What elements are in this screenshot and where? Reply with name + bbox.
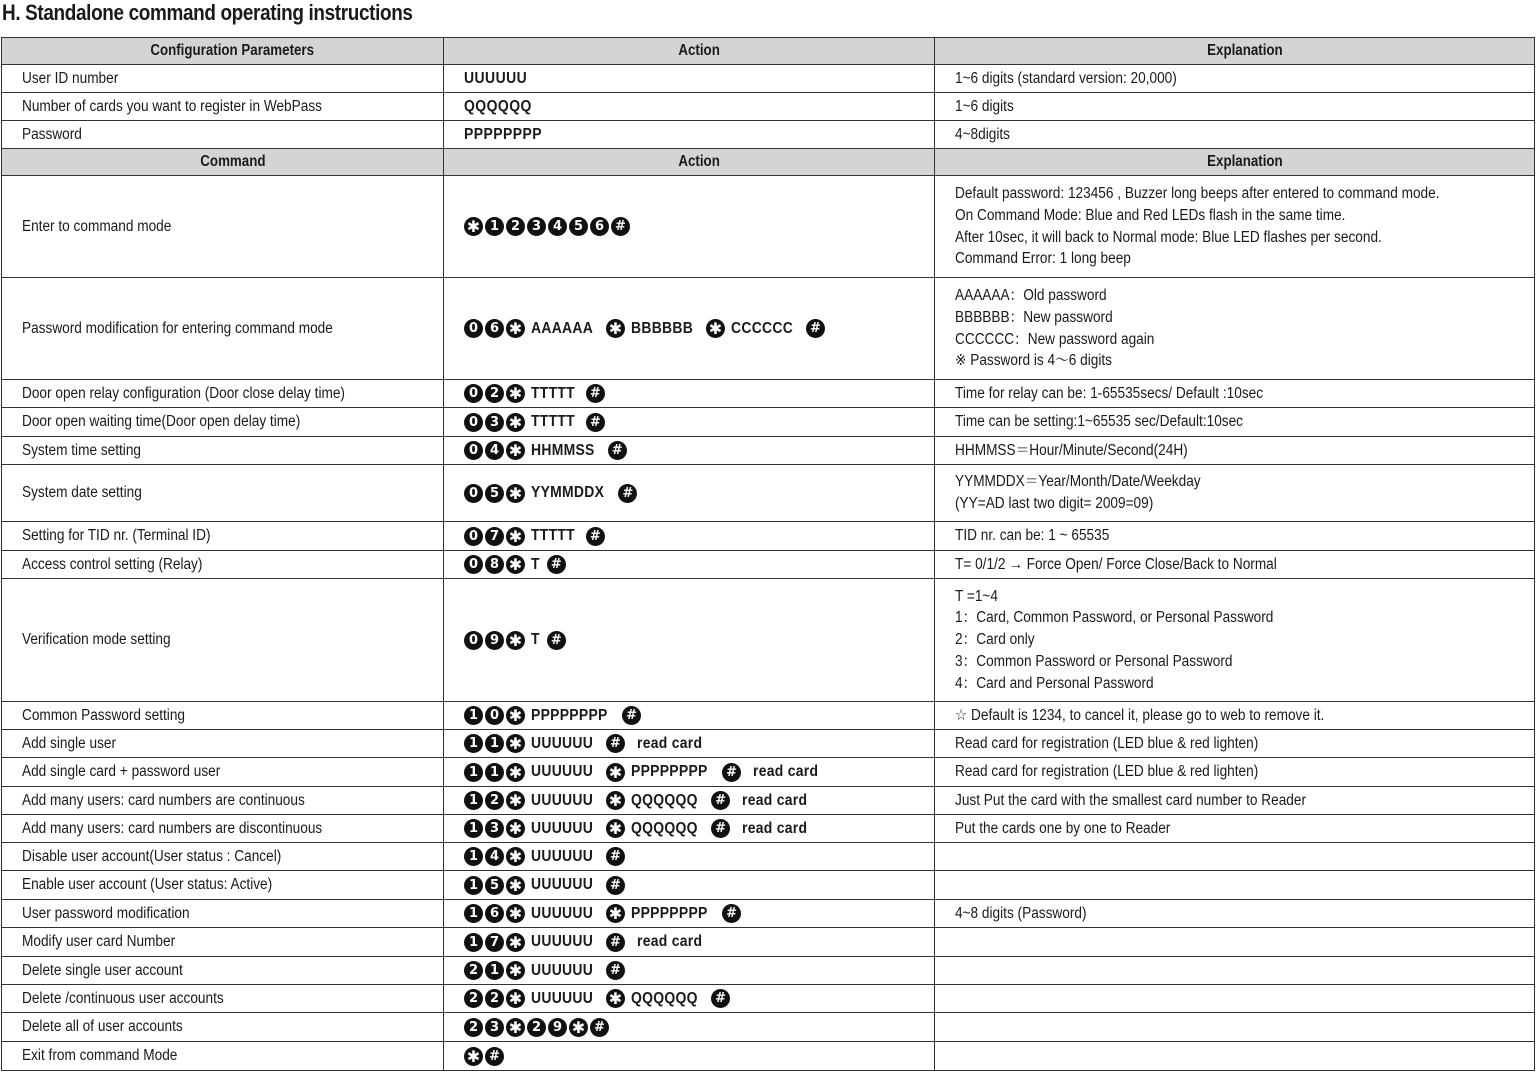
command-name: Add single card + password user — [2, 758, 444, 787]
hash-key-icon: # — [586, 527, 605, 546]
command-explanation — [935, 843, 1535, 871]
command-explanation — [935, 928, 1535, 957]
command-explanation — [935, 465, 1535, 522]
parameter-placeholder: TTTTT — [531, 384, 575, 402]
digit-one-key-icon: 1 — [485, 217, 504, 236]
command-row — [2, 522, 1535, 551]
digit-five-key-icon: 5 — [485, 876, 504, 895]
star-key-icon: ✱ — [606, 904, 625, 923]
star-key-icon: ✱ — [569, 1018, 588, 1037]
command-row — [2, 730, 1535, 758]
digit-three-key-icon: 3 — [485, 413, 504, 432]
digit-two-key-icon: 2 — [527, 1018, 546, 1037]
parameter-placeholder: T — [531, 555, 540, 573]
digit-three-key-icon: 3 — [485, 1018, 504, 1037]
page-title: H. Standalone command operating instructions — [2, 0, 413, 25]
command-explanation — [935, 1013, 1535, 1042]
hash-key-icon: # — [586, 384, 605, 403]
hash-key-icon: # — [485, 1047, 504, 1066]
command-key-sequence — [444, 380, 935, 408]
command-row — [2, 871, 1535, 900]
command-explanation — [935, 758, 1535, 787]
command-explanation — [935, 551, 1535, 579]
digit-zero-key-icon: 0 — [464, 319, 483, 338]
parameter-placeholder: UUUUUU — [531, 876, 594, 894]
command-name: Add many users: card numbers are discontinuous — [2, 815, 444, 843]
command-key-sequence — [444, 985, 935, 1013]
read-card-step: read card — [753, 763, 819, 781]
digit-two-key-icon: 2 — [485, 384, 504, 403]
command-key-sequence — [444, 928, 935, 957]
command-key-sequence — [444, 408, 935, 437]
star-key-icon: ✱ — [506, 989, 525, 1008]
hash-key-icon: # — [606, 961, 625, 980]
command-explanation — [935, 176, 1535, 278]
command-body — [2, 149, 1535, 1071]
parameter-placeholder: PPPPPPPP — [630, 763, 708, 781]
parameter-placeholder: UUUUUU — [531, 791, 594, 809]
parameter-placeholder: UUUUUU — [531, 904, 594, 922]
explanation-line: Read card for registration (LED blue & red lighten) — [955, 763, 1259, 781]
hash-key-icon: # — [618, 484, 637, 503]
star-key-icon: ✱ — [606, 989, 625, 1008]
digit-zero-key-icon: 0 — [464, 413, 483, 432]
command-name: System date setting — [2, 465, 444, 522]
command-name: Enable user account (User status: Active) — [2, 871, 444, 900]
command-name: Delete /continuous user accounts — [2, 985, 444, 1013]
hash-key-icon: # — [622, 706, 641, 725]
command-row — [2, 437, 1535, 465]
explanation-line: Time can be setting:1~65535 sec/Default:10sec — [955, 413, 1244, 431]
command-row — [2, 176, 1535, 278]
digit-nine-key-icon: 9 — [548, 1018, 567, 1037]
config-header-row — [2, 38, 1535, 65]
config-row — [2, 65, 1535, 93]
command-row — [2, 787, 1535, 815]
command-key-sequence — [444, 787, 935, 815]
star-key-icon: ✱ — [506, 876, 525, 895]
explanation-line: On Command Mode: Blue and Red LEDs flash in the same time. — [955, 206, 1346, 224]
star-key-icon: ✱ — [506, 847, 525, 866]
digit-zero-key-icon: 0 — [464, 384, 483, 403]
explanation-line: 4：Card and Personal Password — [955, 674, 1154, 692]
parameter-placeholder: TTTTT — [531, 527, 575, 545]
star-key-icon: ✱ — [606, 763, 625, 782]
command-key-sequence — [444, 815, 935, 843]
instructions-table — [1, 37, 1535, 1071]
command-row — [2, 957, 1535, 985]
digit-one-key-icon: 1 — [464, 933, 483, 952]
command-key-sequence — [444, 465, 935, 522]
command-key-sequence — [444, 1042, 935, 1071]
digit-nine-key-icon: 9 — [485, 631, 504, 650]
explanation-line: AAAAAA：Old password — [955, 287, 1107, 305]
command-row — [2, 843, 1535, 871]
command-row — [2, 380, 1535, 408]
hash-key-icon: # — [590, 1018, 609, 1037]
command-row — [2, 1042, 1535, 1071]
star-key-icon: ✱ — [506, 413, 525, 432]
star-key-icon: ✱ — [606, 319, 625, 338]
command-key-sequence — [444, 176, 935, 278]
command-explanation — [935, 408, 1535, 437]
explanation-line: Put the cards one by one to Reader — [955, 819, 1171, 837]
explanation-line: ※ Password is 4～6 digits — [955, 352, 1112, 370]
parameter-placeholder: CCCCCC — [730, 319, 794, 337]
explanation-line: CCCCCC：New password again — [955, 330, 1155, 348]
command-name: Setting for TID nr. (Terminal ID) — [2, 522, 444, 551]
command-key-sequence — [444, 1013, 935, 1042]
config-action: QQQQQQ — [444, 93, 935, 121]
digit-two-key-icon: 2 — [485, 989, 504, 1008]
star-key-icon: ✱ — [506, 791, 525, 810]
digit-one-key-icon: 1 — [464, 791, 483, 810]
config-action: UUUUUU — [444, 65, 935, 93]
explanation-line: 4~8 digits (Password) — [955, 904, 1087, 922]
hash-key-icon: # — [722, 763, 741, 782]
digit-zero-key-icon: 0 — [464, 631, 483, 650]
command-name: System time setting — [2, 437, 444, 465]
command-explanation — [935, 787, 1535, 815]
command-row — [2, 815, 1535, 843]
command-key-sequence — [444, 900, 935, 928]
parameter-placeholder: UUUUUU — [531, 933, 594, 951]
command-explanation — [935, 702, 1535, 730]
command-row — [2, 278, 1535, 380]
digit-zero-key-icon: 0 — [464, 484, 483, 503]
star-key-icon: ✱ — [506, 734, 525, 753]
digit-four-key-icon: 4 — [485, 847, 504, 866]
parameter-placeholder: HHMMSS — [531, 441, 595, 459]
digit-six-key-icon: 6 — [485, 904, 504, 923]
command-explanation — [935, 579, 1535, 702]
parameter-placeholder: AAAAAA — [531, 319, 594, 337]
config-explanation: 1~6 digits (standard version: 20,000) — [935, 65, 1535, 93]
command-header-row — [2, 149, 1535, 176]
explanation-line: BBBBBB：New password — [955, 308, 1113, 326]
command-key-sequence — [444, 437, 935, 465]
parameter-placeholder: T — [531, 631, 540, 649]
read-card-step: read card — [636, 734, 703, 752]
digit-zero-key-icon: 0 — [464, 527, 483, 546]
command-key-sequence — [444, 278, 935, 380]
command-row — [2, 758, 1535, 787]
star-key-icon: ✱ — [506, 484, 525, 503]
digit-two-key-icon: 2 — [464, 989, 483, 1008]
hash-key-icon: # — [606, 933, 625, 952]
config-row — [2, 121, 1535, 149]
command-explanation — [935, 985, 1535, 1013]
command-name: Exit from command Mode — [2, 1042, 444, 1071]
config-header-action: Action — [444, 38, 935, 65]
explanation-line: T= 0/1/2 → Force Open/ Force Close/Back to Normal — [955, 555, 1277, 573]
parameter-placeholder: UUUUUU — [531, 847, 594, 865]
explanation-line: YYMMDDX＝Year/Month/Date/Weekday — [955, 473, 1201, 491]
parameter-placeholder: QQQQQQ — [630, 819, 698, 837]
hash-key-icon: # — [606, 847, 625, 866]
parameter-placeholder: UUUUUU — [531, 819, 594, 837]
digit-one-key-icon: 1 — [485, 734, 504, 753]
digit-two-key-icon: 2 — [464, 961, 483, 980]
digit-six-key-icon: 6 — [485, 319, 504, 338]
explanation-line: TID nr. can be: 1 ~ 65535 — [955, 527, 1110, 545]
star-key-icon: ✱ — [506, 819, 525, 838]
explanation-line: Read card for registration (LED blue & red lighten) — [955, 734, 1259, 752]
command-name: Modify user card Number — [2, 928, 444, 957]
star-key-icon: ✱ — [706, 319, 725, 338]
explanation-line: After 10sec, it will back to Normal mode: Blue LED flashes per second. — [955, 228, 1382, 246]
parameter-placeholder: UUUUUU — [531, 961, 594, 979]
command-key-sequence — [444, 551, 935, 579]
digit-one-key-icon: 1 — [464, 763, 483, 782]
hash-key-icon: # — [547, 631, 566, 650]
command-explanation — [935, 871, 1535, 900]
digit-four-key-icon: 4 — [485, 441, 504, 460]
hash-key-icon: # — [711, 819, 730, 838]
star-key-icon: ✱ — [506, 706, 525, 725]
command-key-sequence — [444, 843, 935, 871]
star-key-icon: ✱ — [506, 961, 525, 980]
command-key-sequence — [444, 758, 935, 787]
digit-six-key-icon: 6 — [590, 217, 609, 236]
command-name: Enter to command mode — [2, 176, 444, 278]
digit-zero-key-icon: 0 — [464, 441, 483, 460]
star-key-icon: ✱ — [606, 819, 625, 838]
parameter-placeholder: PPPPPPPP — [630, 904, 708, 922]
star-key-icon: ✱ — [506, 763, 525, 782]
config-header-explanation: Explanation — [935, 38, 1535, 65]
command-explanation — [935, 278, 1535, 380]
explanation-line: 1：Card, Common Password, or Personal Password — [955, 609, 1274, 627]
command-name: Verification mode setting — [2, 579, 444, 702]
command-name: Delete all of user accounts — [2, 1013, 444, 1042]
parameter-placeholder: BBBBBB — [630, 319, 694, 337]
hash-key-icon: # — [722, 904, 741, 923]
explanation-line: Just Put the card with the smallest card number to Reader — [955, 791, 1307, 809]
read-card-step: read card — [636, 933, 703, 951]
digit-one-key-icon: 1 — [464, 876, 483, 895]
explanation-line: Default password: 123456 , Buzzer long beeps after entered to command mode. — [955, 185, 1440, 203]
star-key-icon: ✱ — [464, 1047, 483, 1066]
command-key-sequence — [444, 579, 935, 702]
command-name: Add single user — [2, 730, 444, 758]
command-row — [2, 985, 1535, 1013]
config-action: PPPPPPPP — [444, 121, 935, 149]
command-key-sequence — [444, 522, 935, 551]
explanation-line: (YY=AD last two digit= 2009=09) — [955, 495, 1154, 512]
hash-key-icon: # — [606, 876, 625, 895]
command-name: User password modification — [2, 900, 444, 928]
star-key-icon: ✱ — [464, 217, 483, 236]
config-header-parameters: Configuration Parameters — [2, 38, 444, 65]
config-row — [2, 93, 1535, 121]
digit-seven-key-icon: 7 — [485, 933, 504, 952]
digit-two-key-icon: 2 — [464, 1018, 483, 1037]
read-card-step: read card — [742, 819, 808, 837]
hash-key-icon: # — [606, 734, 625, 753]
command-key-sequence — [444, 702, 935, 730]
command-row — [2, 408, 1535, 437]
digit-one-key-icon: 1 — [464, 819, 483, 838]
star-key-icon: ✱ — [506, 319, 525, 338]
explanation-line: Command Error: 1 long beep — [955, 250, 1131, 268]
command-key-sequence — [444, 957, 935, 985]
config-param: User ID number — [2, 65, 444, 93]
parameter-placeholder: UUUUUU — [531, 763, 594, 781]
command-explanation — [935, 380, 1535, 408]
explanation-line: ☆ Default is 1234, to cancel it, please go to web to remove it. — [955, 706, 1325, 724]
digit-eight-key-icon: 8 — [485, 555, 504, 574]
star-key-icon: ✱ — [506, 933, 525, 952]
config-param: Number of cards you want to register in WebPass — [2, 93, 444, 121]
hash-key-icon: # — [608, 441, 627, 460]
star-key-icon: ✱ — [506, 904, 525, 923]
command-explanation — [935, 1042, 1535, 1071]
command-row — [2, 928, 1535, 957]
command-name: Delete single user account — [2, 957, 444, 985]
digit-one-key-icon: 1 — [464, 904, 483, 923]
config-explanation: 1~6 digits — [935, 93, 1535, 121]
command-explanation — [935, 900, 1535, 928]
command-header-command: Command — [2, 149, 444, 176]
command-row — [2, 702, 1535, 730]
digit-three-key-icon: 3 — [485, 819, 504, 838]
hash-key-icon: # — [711, 989, 730, 1008]
command-explanation — [935, 730, 1535, 758]
digit-one-key-icon: 1 — [464, 734, 483, 753]
command-explanation — [935, 815, 1535, 843]
explanation-line: HHMMSS＝Hour/Minute/Second(24H) — [955, 441, 1188, 459]
star-key-icon: ✱ — [506, 527, 525, 546]
explanation-line: T =1~4 — [955, 587, 998, 605]
command-name: Password modification for entering command mode — [2, 278, 444, 380]
command-explanation — [935, 957, 1535, 985]
hash-key-icon: # — [586, 413, 605, 432]
command-key-sequence — [444, 871, 935, 900]
hash-key-icon: # — [611, 217, 630, 236]
digit-seven-key-icon: 7 — [485, 527, 504, 546]
star-key-icon: ✱ — [506, 555, 525, 574]
command-row — [2, 579, 1535, 702]
parameter-placeholder: PPPPPPPP — [531, 706, 608, 724]
digit-zero-key-icon: 0 — [464, 555, 483, 574]
digit-one-key-icon: 1 — [464, 706, 483, 725]
command-row — [2, 1013, 1535, 1042]
command-name: Access control setting (Relay) — [2, 551, 444, 579]
parameter-placeholder: UUUUUU — [531, 989, 594, 1007]
command-header-action: Action — [444, 149, 935, 176]
hash-key-icon: # — [806, 319, 825, 338]
hash-key-icon: # — [547, 555, 566, 574]
command-key-sequence — [444, 730, 935, 758]
config-param: Password — [2, 121, 444, 149]
config-body — [2, 65, 1535, 149]
parameter-placeholder: QQQQQQ — [630, 791, 698, 809]
command-name: Door open waiting time(Door open delay time) — [2, 408, 444, 437]
star-key-icon: ✱ — [506, 631, 525, 650]
command-name: Common Password setting — [2, 702, 444, 730]
command-name: Door open relay configuration (Door close delay time) — [2, 380, 444, 408]
digit-two-key-icon: 2 — [485, 791, 504, 810]
star-key-icon: ✱ — [506, 1018, 525, 1037]
parameter-placeholder: TTTTT — [531, 413, 575, 431]
command-row — [2, 465, 1535, 522]
parameter-placeholder: YYMMDDX — [531, 484, 605, 502]
digit-one-key-icon: 1 — [485, 961, 504, 980]
digit-five-key-icon: 5 — [485, 484, 504, 503]
star-key-icon: ✱ — [506, 384, 525, 403]
config-explanation: 4~8digits — [935, 121, 1535, 149]
hash-key-icon: # — [711, 791, 730, 810]
digit-three-key-icon: 3 — [527, 217, 546, 236]
command-row — [2, 900, 1535, 928]
star-key-icon: ✱ — [606, 791, 625, 810]
digit-zero-key-icon: 0 — [485, 706, 504, 725]
command-explanation — [935, 437, 1535, 465]
explanation-line: 2：Card only — [955, 631, 1035, 649]
explanation-line: Time for relay can be: 1-65535secs/ Default :10sec — [955, 384, 1264, 402]
command-row — [2, 551, 1535, 579]
explanation-line: 3：Common Password or Personal Password — [955, 652, 1233, 670]
digit-two-key-icon: 2 — [506, 217, 525, 236]
parameter-placeholder: UUUUUU — [531, 734, 594, 752]
command-header-explanation: Explanation — [935, 149, 1535, 176]
digit-one-key-icon: 1 — [485, 763, 504, 782]
digit-four-key-icon: 4 — [548, 217, 567, 236]
command-explanation — [935, 522, 1535, 551]
parameter-placeholder: QQQQQQ — [630, 989, 698, 1007]
command-name: Disable user account(User status : Cancel) — [2, 843, 444, 871]
command-name: Add many users: card numbers are continuous — [2, 787, 444, 815]
digit-one-key-icon: 1 — [464, 847, 483, 866]
digit-five-key-icon: 5 — [569, 217, 588, 236]
read-card-step: read card — [742, 791, 808, 809]
star-key-icon: ✱ — [506, 441, 525, 460]
